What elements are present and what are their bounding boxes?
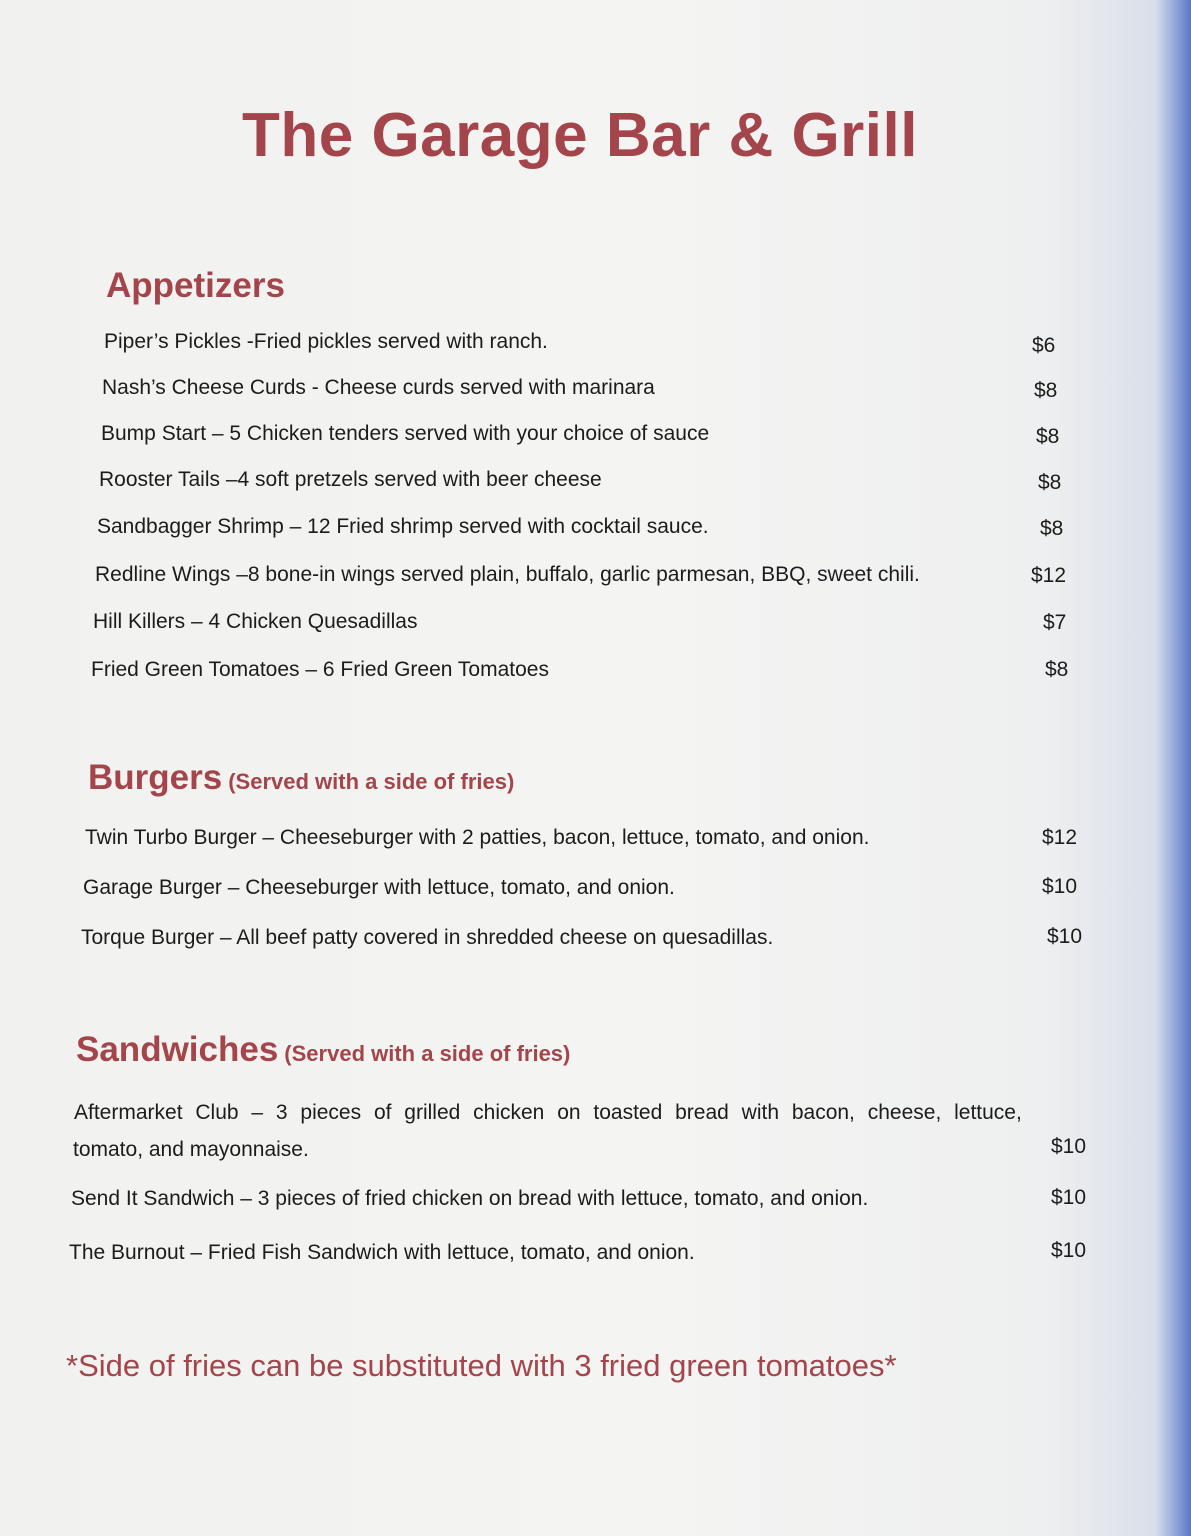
burger-item: Garage Burger – Cheeseburger with lettuce, tomato, and onion.: [83, 876, 675, 899]
appetizer-price: $8: [1034, 379, 1058, 402]
burger-price: $12: [1042, 826, 1078, 849]
sandwich-item: The Burnout – Fried Fish Sandwich with lettuce, tomato, and onion.: [69, 1241, 695, 1264]
appetizers-heading: Appetizers: [106, 266, 285, 305]
appetizer-price: $7: [1043, 611, 1067, 634]
burgers-note: (Served with a side of fries): [228, 769, 515, 794]
burgers-heading-label: Burgers: [88, 758, 223, 797]
appetizer-price: $8: [1040, 517, 1064, 540]
appetizer-item: Redline Wings –8 bone-in wings served plain, buffalo, garlic parmesan, BBQ, sweet chili.: [95, 563, 920, 586]
appetizer-item: Fried Green Tomatoes – 6 Fried Green Tomatoes: [91, 658, 549, 681]
burger-item: Torque Burger – All beef patty covered in shredded cheese on quesadillas.: [81, 926, 774, 949]
appetizer-item: Bump Start – 5 Chicken tenders served with your choice of sauce: [101, 422, 710, 445]
sandwich-item: Send It Sandwich – 3 pieces of fried chicken on bread with lettuce, tomato, and onion.: [71, 1187, 869, 1210]
burger-item: Twin Turbo Burger – Cheeseburger with 2 patties, bacon, lettuce, tomato, and onion.: [85, 826, 870, 849]
appetizer-item: Hill Killers – 4 Chicken Quesadillas: [93, 610, 418, 633]
appetizer-item: Rooster Tails –4 soft pretzels served with beer cheese: [99, 468, 602, 491]
appetizer-item: Nash’s Cheese Curds - Cheese curds served with marinara: [102, 376, 655, 399]
sandwiches-note: (Served with a side of fries): [284, 1041, 571, 1066]
menu-title: The Garage Bar & Grill: [242, 101, 918, 170]
burgers-heading: [88, 758, 514, 798]
sandwich-price: $10: [1051, 1135, 1087, 1158]
sandwiches-heading-label: Sandwiches: [76, 1030, 279, 1069]
sandwich-item-line: Aftermarket Club – 3 pieces of grilled chicken on toasted bread with bacon, cheese, lettuce,: [74, 1101, 1022, 1124]
sandwich-item-line: tomato, and mayonnaise.: [73, 1138, 309, 1161]
appetizer-price: $8: [1036, 425, 1060, 448]
sandwiches-heading: [76, 1030, 570, 1070]
burger-price: $10: [1042, 875, 1078, 898]
fries-substitution-note: *Side of fries can be substituted with 3 fried green tomatoes*: [66, 1348, 897, 1383]
appetizer-item: Piper’s Pickles -Fried pickles served with ranch.: [104, 330, 548, 353]
burger-price: $10: [1047, 925, 1083, 948]
appetizer-price: $8: [1045, 658, 1069, 681]
sandwich-price: $10: [1051, 1239, 1087, 1262]
appetizer-price: $8: [1038, 471, 1062, 494]
appetizer-item: Sandbagger Shrimp – 12 Fried shrimp served with cocktail sauce.: [97, 515, 709, 538]
sandwich-price: $10: [1051, 1186, 1087, 1209]
appetizer-price: $6: [1032, 334, 1056, 357]
appetizer-price: $12: [1031, 564, 1067, 587]
